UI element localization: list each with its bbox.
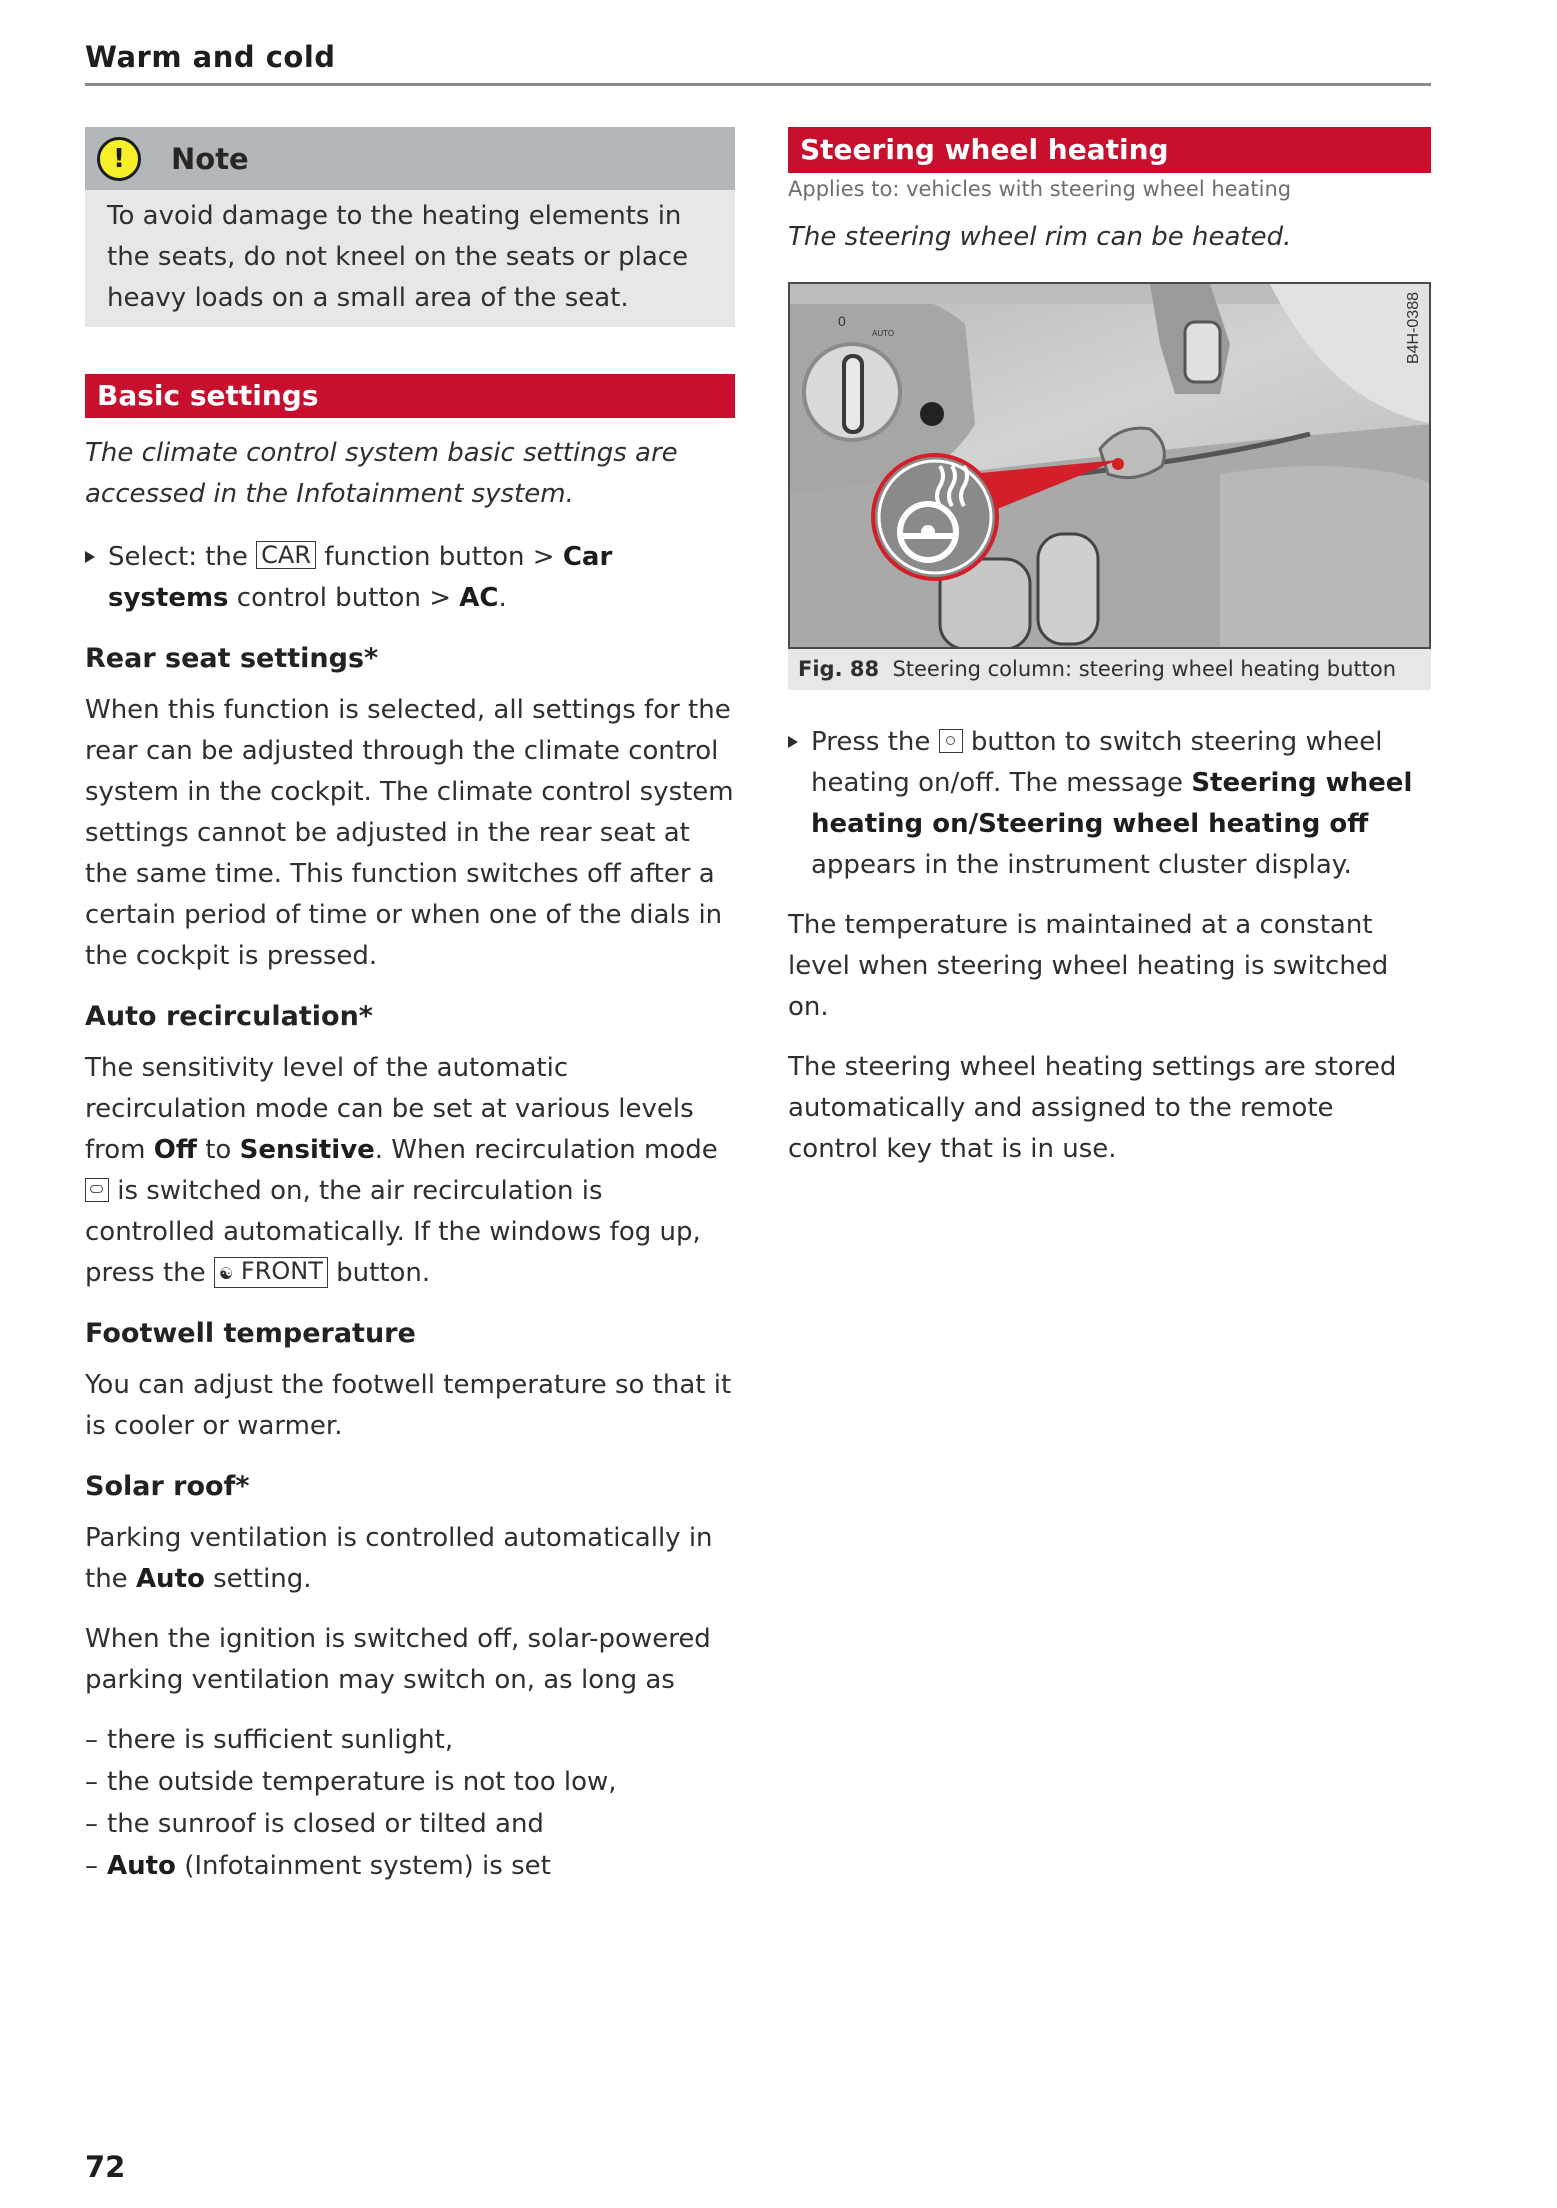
- solar-roof-conditions-list: [85, 1719, 735, 1887]
- car-key-button: CAR: [256, 541, 316, 569]
- warning-exclamation-icon: !: [97, 137, 141, 181]
- front-defrost-button: ☯ FRONT: [214, 1257, 328, 1288]
- steering-heating-text-2: The steering wheel heating settings are stored automatically and assigned to the remote control key that is in use.: [788, 1052, 1397, 1164]
- steering-heating-intro: The steering wheel rim can be heated.: [788, 222, 1292, 252]
- section-heading-steering-wheel-heating: Steering wheel heating: [788, 127, 1431, 173]
- footwell-text: You can adjust the footwell temperature so that it is cooler or warmer.: [85, 1370, 732, 1441]
- subheading-solar-roof: Solar roof*: [85, 1471, 250, 1502]
- page-number: 72: [85, 2150, 126, 2184]
- solar-roof-text-1: Parking ventilation is controlled automatically in the Auto setting.: [85, 1523, 713, 1594]
- basic-settings-intro: The climate control system basic settings are accessed in the Infotainment system.: [85, 438, 678, 509]
- note-text: To avoid damage to the heating elements in the seats, do not kneel on the seats or place heavy loads on a small area of the seat.: [107, 201, 689, 313]
- menu-ac: AC: [459, 583, 499, 613]
- figure-caption: Fig. 88 Steering column: steering wheel heating button: [788, 649, 1431, 690]
- note-box: [85, 127, 735, 327]
- subheading-rear-seat: Rear seat settings*: [85, 643, 379, 674]
- solar-roof-text-2: When the ignition is switched off, solar-powered parking ventilation may switch on, as long as: [85, 1624, 711, 1695]
- steering-heating-text-1: The temperature is maintained at a constant level when steering wheel heating is switched on.: [788, 910, 1389, 1022]
- basic-settings-step: Select: the CAR function button > Car systems control button > AC.: [85, 537, 735, 619]
- svg-text:AUTO: AUTO: [872, 329, 895, 338]
- svg-text:0: 0: [838, 313, 846, 329]
- bullet-triangle-icon: [85, 551, 95, 563]
- steering-column-illustration: [790, 284, 1431, 649]
- figure-id: B4H-0388: [1405, 292, 1422, 365]
- note-label: Note: [171, 141, 249, 176]
- auto-recirculation-text: The sensitivity level of the automatic recirculation mode can be set at various levels from Off to Sensitive. When recirculation mode is switched on, the air recirculation is controlled automatically. If the windows fog up, press the ☯ FRONT button.: [85, 1053, 718, 1288]
- list-item: – there is sufficient sunlight,: [85, 1725, 454, 1755]
- subheading-auto-recirculation: Auto recirculation*: [85, 1001, 373, 1032]
- list-item: – the outside temperature is not too low,: [85, 1767, 617, 1797]
- defrost-icon: ☯: [218, 1264, 234, 1283]
- bullet-triangle-icon: [788, 736, 798, 748]
- note-header: [85, 127, 735, 190]
- figure-steering-column: [788, 282, 1431, 649]
- menu-car-systems: Car systems: [108, 542, 613, 613]
- list-item: – the sunroof is closed or tilted and: [85, 1809, 544, 1839]
- recirculation-icon: [85, 1178, 109, 1202]
- steering-heating-step: Press the button to switch steering wheel heating on/off. The message Steering wheel heating on/Steering wheel heating off appears in the instrument cluster display.: [788, 722, 1431, 886]
- section-heading-basic-settings: Basic settings: [85, 374, 735, 418]
- steering-wheel-heating-icon: [939, 729, 963, 753]
- right-column: [788, 127, 1431, 1170]
- subheading-footwell: Footwell temperature: [85, 1318, 416, 1349]
- page-title: Warm and cold: [85, 40, 336, 74]
- left-column: [85, 127, 735, 1887]
- list-item: – Auto (Infotainment system) is set: [85, 1851, 551, 1881]
- applies-to-text: Applies to: vehicles with steering wheel heating: [788, 177, 1292, 201]
- header-rule: [85, 83, 1431, 86]
- rear-seat-text: When this function is selected, all settings for the rear can be adjusted through the climate control system in the cockpit. The climate control system settings cannot be adjusted in the rear seat at the same time. This function switches off after a certain period of time or when one of the dials in the cockpit is pressed.: [85, 695, 734, 971]
